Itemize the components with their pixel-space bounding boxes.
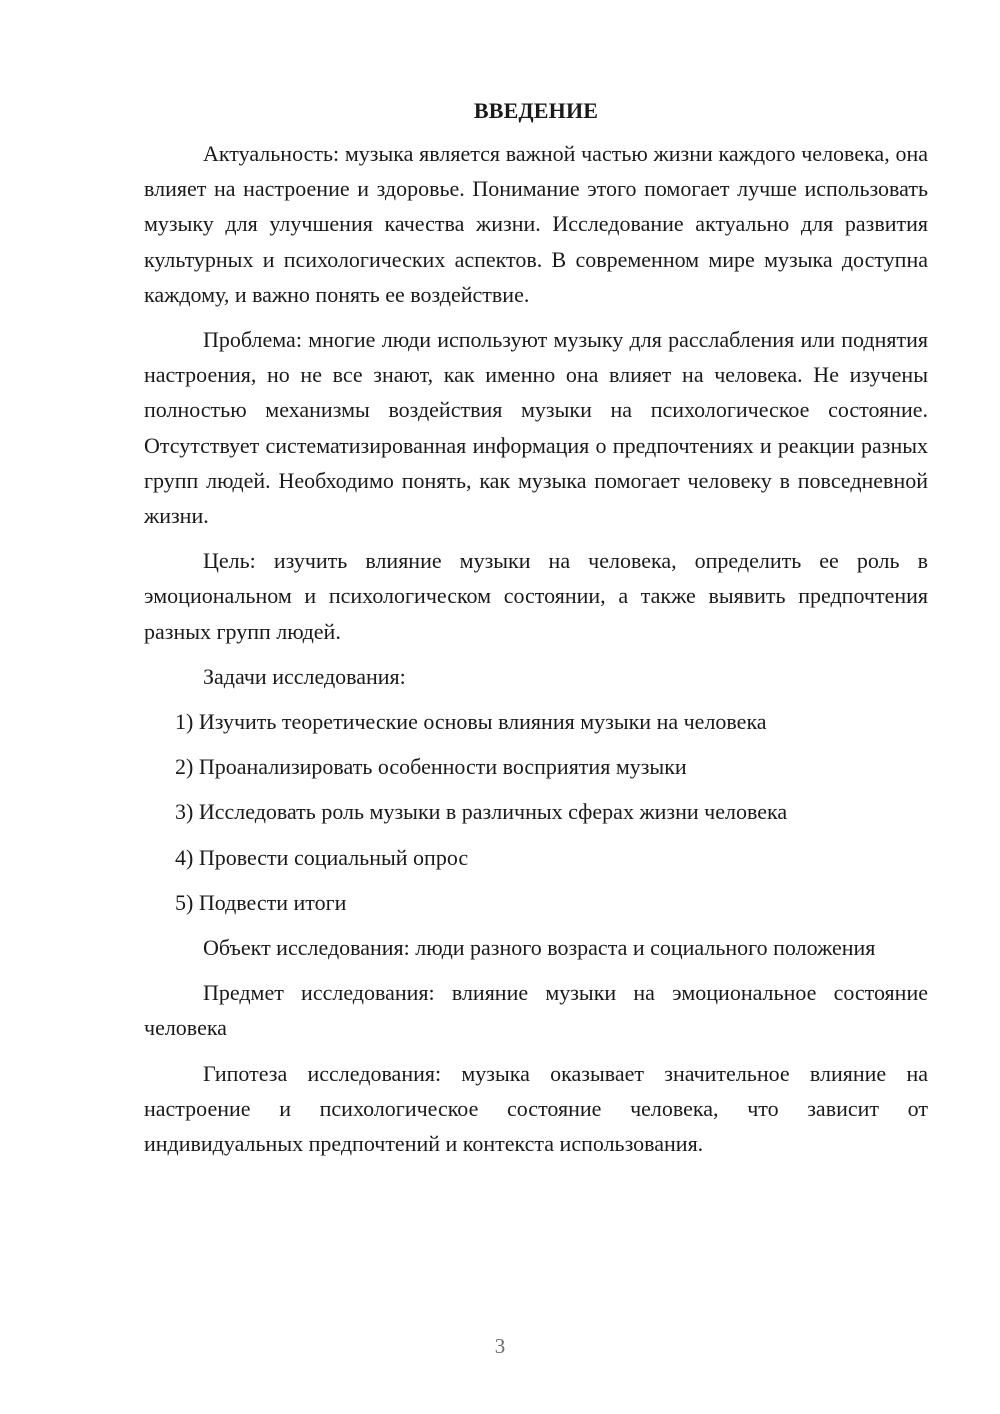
problem-paragraph: Проблема: многие люди используют музыку для расслабления или поднятия настроения, но не все знают, как именно она влияет на человека. Не изучены полностью механизмы воздействия музыки на психологическое состояние. Отсутствует систематизированная информация о предпочтениях и реакции разных групп людей. Необходимо понять, как музыка помогает человеку в повседневной жизни.: [144, 327, 928, 529]
tasks-title: Задачи исследования:: [203, 663, 406, 689]
goal-paragraph: Цель: изучить влияние музыки на человека, определить ее роль в эмоциональном и психологическом состоянии, а также выявить предпочтения разных групп людей.: [144, 548, 928, 644]
subject-paragraph: Предмет исследования: влияние музыки на эмоциональное состояние человека: [144, 980, 928, 1041]
task-item-1: 1) Изучить теоретические основы влияния музыки на человека: [175, 709, 767, 735]
tasks-list: [144, 704, 928, 920]
task-item-4: 4) Провести социальный опрос: [175, 844, 469, 870]
task-item-5: 5) Подвести итоги: [175, 889, 347, 915]
document-page: [144, 96, 928, 1171]
task-item-3: 3) Исследовать роль музыки в различных сферах жизни человека: [175, 799, 788, 825]
task-item-2: 2) Проанализировать особенности восприятия музыки: [175, 754, 687, 780]
section-heading: ВВЕДЕНИЕ: [473, 98, 599, 123]
relevance-paragraph: Актуальность: музыка является важной частью жизни каждого человека, она влияет на настроение и здоровье. Понимание этого помогает лучше использовать музыку для улучшения качества жизни. Исследование актуально для развития культурных и психологических аспектов. В современном мире музыка доступна каждому, и важно понять ее воздействие.: [144, 141, 928, 307]
page-number: 3: [494, 1334, 506, 1358]
object-paragraph: Объект исследования: люди разного возраста и социального положения: [203, 935, 876, 961]
hypothesis-paragraph: Гипотеза исследования: музыка оказывает значительное влияние на настроение и психологическое состояние человека, что зависит от индивидуальных предпочтений и контекста использования.: [144, 1060, 928, 1157]
